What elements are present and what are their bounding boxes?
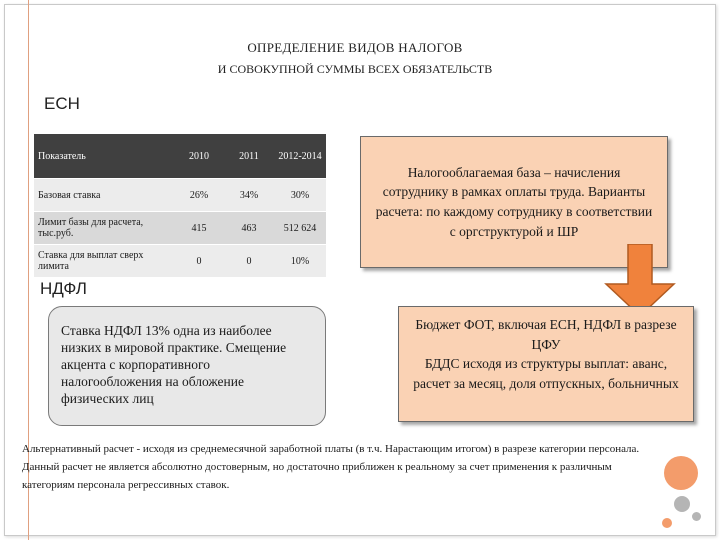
table-cell: 415 <box>174 212 224 245</box>
table-row <box>34 212 326 245</box>
table-header-cell: 2011 <box>224 134 274 179</box>
slide-title-line1: ОПРЕДЕЛЕНИЕ ВИДОВ НАЛОГОВ <box>247 40 463 55</box>
ndfl-text: Ставка НДФЛ 13% одна из наиболее низких в мировой практике. Смещение акцента с корпоративного налогообложения на обложение физических лиц <box>61 323 287 406</box>
tax-base-text: Налогооблагаемая база – начисления сотруднику в рамках оплаты труда. Варианты расчета: по каждому сотруднику в соответствии с оргструктурой и ШР <box>375 164 653 239</box>
decor-circle <box>662 518 672 528</box>
footnote-text: Альтернативный расчет - исходя из среднемесячной заработной платы (в т.ч. Нарастающим итогом) в разрезе категории персонала. Данный расчет не является абсолютно достоверным, но достаточно приближен к реальному за счет применения к различным категориям персонала регрессивных ставок. <box>22 443 640 491</box>
table-cell: Ставка для выплат сверх лимита <box>34 245 174 278</box>
ndfl-label: НДФЛ <box>40 279 87 298</box>
table-cell: Лимит базы для расчета, тыс.руб. <box>34 212 174 245</box>
table-header-row <box>34 134 326 179</box>
table-cell: Базовая ставка <box>34 179 174 212</box>
table-header-cell: 2012-2014 <box>274 134 326 179</box>
ndfl-box <box>48 306 326 426</box>
table-cell: 30% <box>274 179 326 212</box>
table-cell: 10% <box>274 245 326 278</box>
esn-rates-table <box>34 134 326 277</box>
table-cell: 26% <box>174 179 224 212</box>
table-cell: 34% <box>224 179 274 212</box>
decor-circle <box>664 456 698 490</box>
table-cell: 0 <box>224 245 274 278</box>
decor-circle <box>674 496 690 512</box>
table-cell: 512 624 <box>274 212 326 245</box>
budget-line2: БДДС исходя из структуры выплат: аванс, расчет за месяц, доля отпускных, больничных <box>413 356 679 391</box>
decor-circle <box>692 512 701 521</box>
table-header-cell: Показатель <box>34 134 174 179</box>
slide-title-line2: И СОВОКУПНОЙ СУММЫ ВСЕХ ОБЯЗАТЕЛЬСТВ <box>217 62 493 76</box>
budget-line1: Бюджет ФОТ, включая ЕСН, НДФЛ в разрезе ЦФУ <box>415 317 677 352</box>
table-cell: 463 <box>224 212 274 245</box>
table-cell: 0 <box>174 245 224 278</box>
esn-label: ЕСН <box>44 94 80 113</box>
budget-box <box>398 306 694 422</box>
table-header-cell: 2010 <box>174 134 224 179</box>
table-row <box>34 245 326 278</box>
table-row <box>34 179 326 212</box>
